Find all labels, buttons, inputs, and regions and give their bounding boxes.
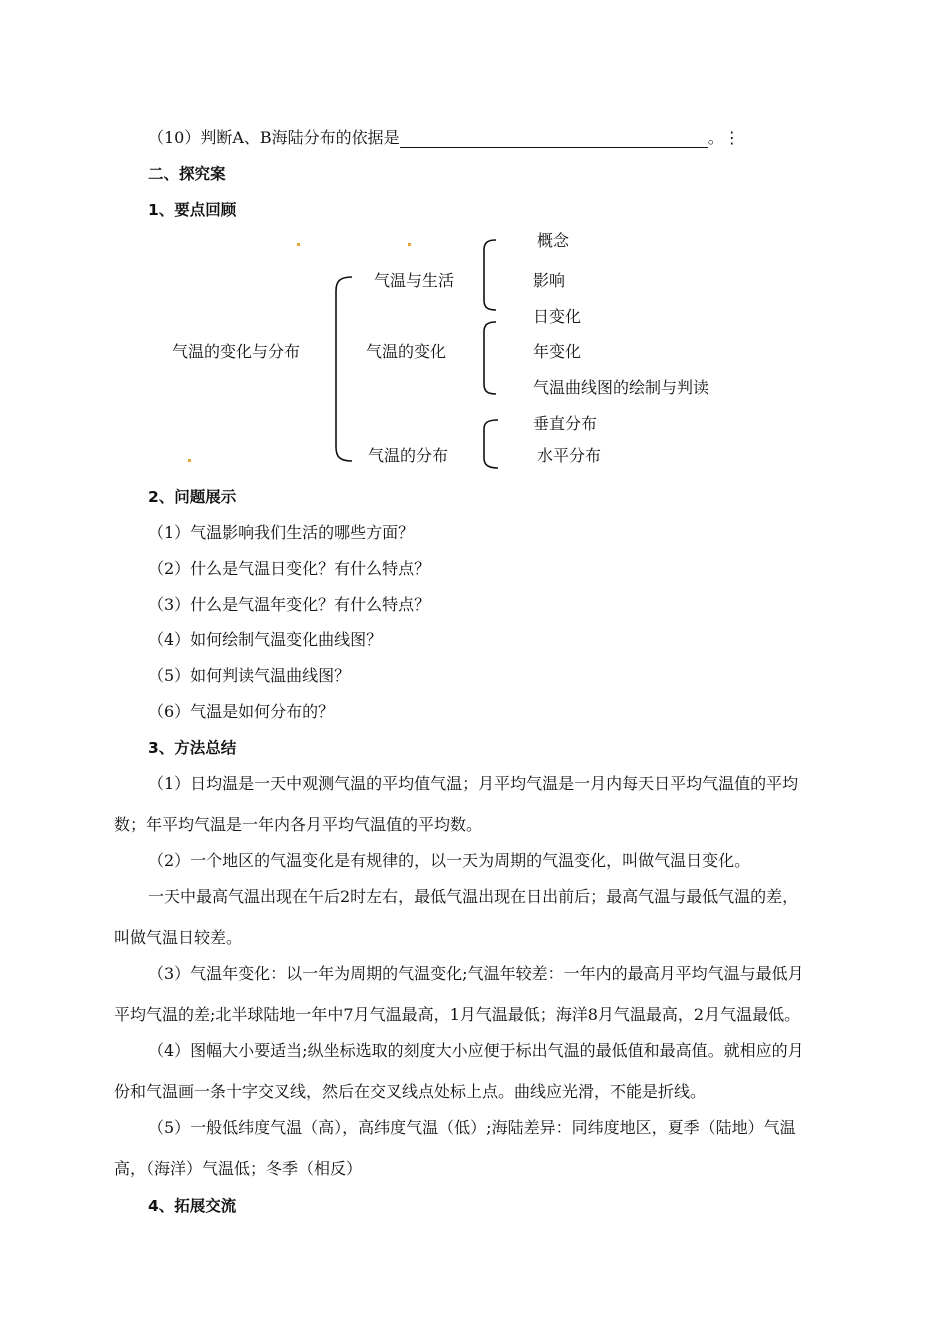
s3-line: （2）一个地区的气温变化是有规律的，以一天为周期的气温变化，叫做气温日变化。 [148,851,751,870]
s2-item: （1）气温影响我们生活的哪些方面？ [148,523,415,542]
root-brace [330,275,360,465]
map-branch-change: 气温的变化 [366,342,447,361]
map-branch-life: 气温与生活 [374,271,455,290]
answer-blank[interactable] [400,132,708,148]
s3-line: 一天中最高气温出现在午后2时左右，最低气温出现在日出前后；最高气温与最低气温的差， [148,887,799,906]
s3-line: 叫做气温日较差。 [114,928,243,947]
s2-item: （6）气温是如何分布的？ [148,702,335,721]
change-brace [480,320,500,400]
s2-item: （3）什么是气温年变化？有什么特点？ [148,595,431,614]
section-title: 二、探究案 [148,165,226,183]
life-brace [480,238,500,314]
s3-line: （3）气温年变化：以一年为周期的气温变化;气温年较差：一年内的最高月平均气温与最低月 [148,964,804,983]
question-10 [148,128,740,148]
s3-line: （4）图幅大小要适当;纵坐标选取的刻度大小应便于标出气温的最低值和最高值。就相应的月 [148,1041,804,1060]
s2-item: （2）什么是气温日变化？有什么特点？ [148,559,431,578]
s3-line: 高，（海洋）气温低；冬季（相反） [114,1159,363,1178]
s2-item: （4）如何绘制气温变化曲线图？ [148,630,383,649]
s3-title: 3、方法总结 [148,739,237,757]
s3-line: （5）一般低纬度气温（高），高纬度气温（低）;海陆差异：同纬度地区，夏季（陆地）气温 [148,1118,796,1137]
map-leaf-curve: 气温曲线图的绘制与判读 [533,378,710,397]
s2-item: （5）如何判读气温曲线图？ [148,666,351,685]
map-leaf-vertical: 垂直分布 [533,414,598,433]
s2-title: 2、问题展示 [148,488,237,506]
dist-brace [480,418,500,474]
s3-line: 份和气温画一条十字交叉线，然后在交叉线点处标上点。曲线应光滑，不能是折线。 [114,1082,707,1101]
map-leaf-concept: 概念 [537,231,570,250]
decorative-mark [188,459,191,462]
s3-line: 数；年平均气温是一年内各月平均气温值的平均数。 [114,815,483,834]
question-10-suffix: 。⋮ [707,128,740,147]
decorative-mark [408,243,411,246]
map-branch-dist: 气温的分布 [368,446,449,465]
map-leaf-horizontal: 水平分布 [537,446,602,465]
map-leaf-impact: 影响 [533,271,566,290]
s3-line: （1）日均温是一天中观测气温的平均值气温；月平均气温是一月内每天日平均气温值的平均 [148,774,799,793]
decorative-mark [297,243,300,246]
s4-title: 4、拓展交流 [148,1197,237,1215]
map-leaf-daily: 日变化 [533,307,582,326]
map-root: 气温的变化与分布 [172,342,301,361]
map-leaf-annual: 年变化 [533,342,582,361]
question-10-prefix: （10）判断A、B海陆分布的依据是 [148,128,400,147]
s1-title: 1、要点回顾 [148,201,237,219]
s3-line: 平均气温的差;北半球陆地一年中7月气温最高，1月气温最低；海洋8月气温最高，2月气温最低。 [114,1005,801,1024]
